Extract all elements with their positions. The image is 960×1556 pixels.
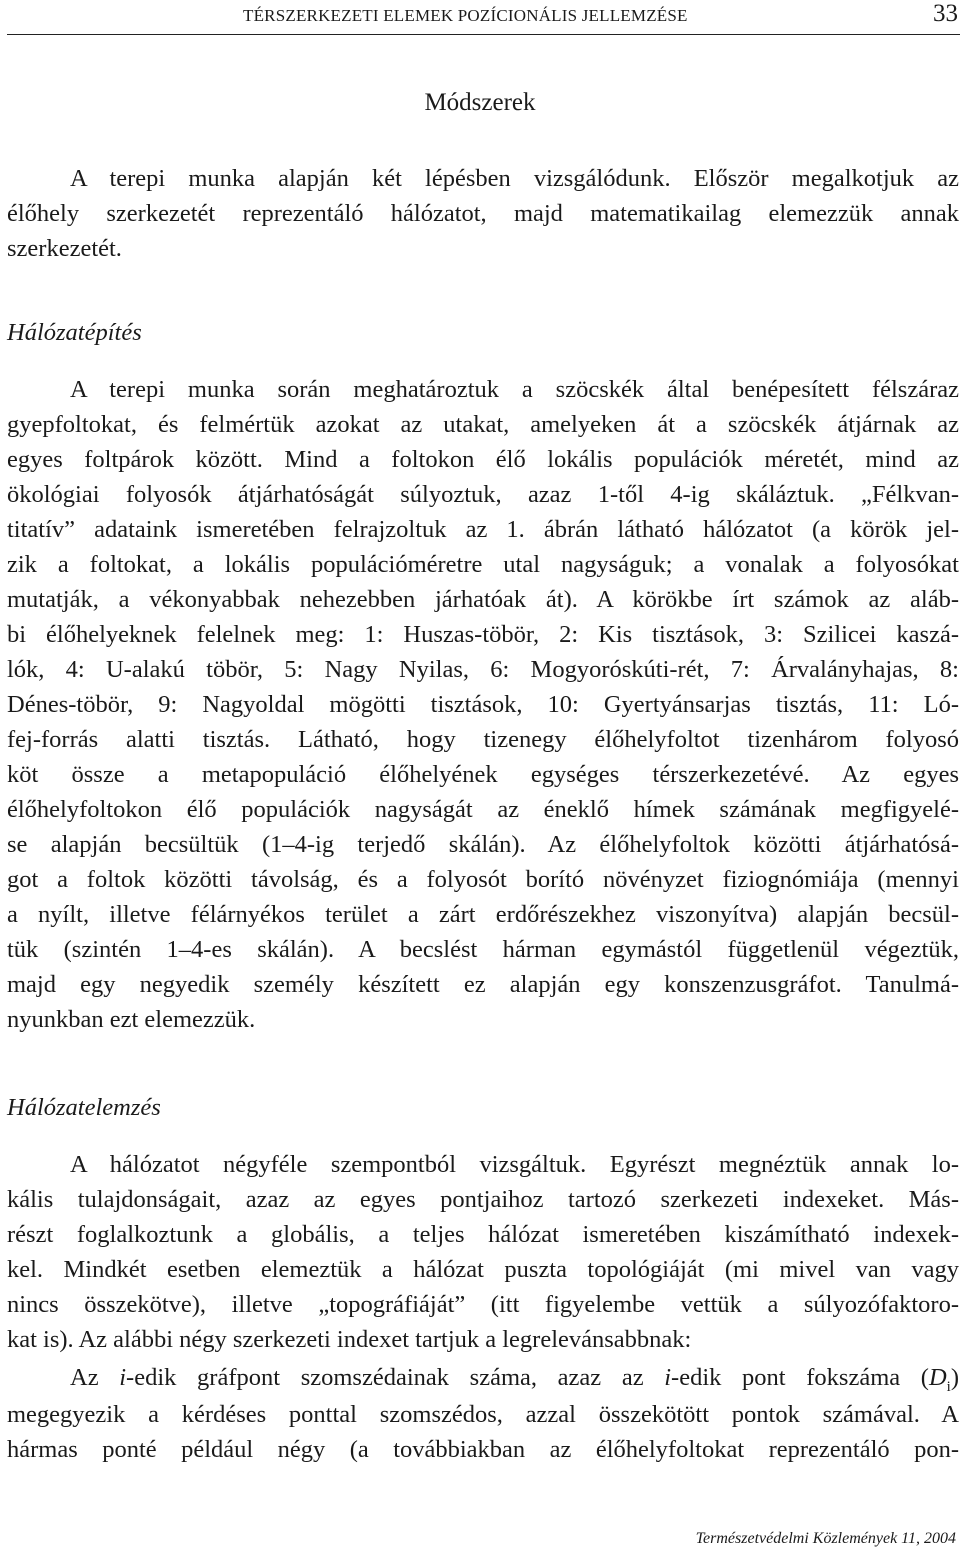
paragraph-line: Dénes-töbör, 9: Nagyoldal mögötti tisztások, 10: Gyertyánsarjas tisztás, 11: Ló- <box>7 691 959 718</box>
paragraph-line: A terepi munka alapján két lépésben vizsgálódunk. Először megalkotjuk az <box>70 165 959 192</box>
paragraph-line: nincs összekötve), illetve „topográfiáját” (itt figyelembe vettük a súlyozófaktoro- <box>7 1291 959 1318</box>
paragraph-line: nyunkban ezt elemezzük. <box>7 1006 256 1033</box>
paragraph-line: mutatják, a vékonyabbak nehezebben járhatóak át). A körökbe írt számok az aláb- <box>7 586 959 613</box>
paragraph-line: megegyezik a kérdéses ponttal szomszédos, azzal összekötött pontok számával. A <box>7 1401 959 1428</box>
paragraph-line: bi élőhelyeknek felelnek meg: 1: Huszas-töbör, 2: Kis tisztások, 3: Szilicei kaszá- <box>7 621 959 648</box>
running-title: TÉRSZERKEZETI ELEMEK POZÍCIONÁLIS JELLEMZÉSE <box>243 6 688 25</box>
paragraph-line: lók, 4: U-alakú töbör, 5: Nagy Nyilas, 6: Mogyoróskúti-rét, 7: Árvalányhajas, 8: <box>7 656 959 683</box>
degree-subscript: i <box>946 1378 951 1395</box>
subsection-title: Hálózatelemzés <box>7 1094 161 1121</box>
paragraph-line: se alapján becsültük (1–4-ig terjedő skálán). Az élőhelyfoltok közötti átjárhatósá- <box>7 831 959 858</box>
page-number: 33 <box>933 0 958 27</box>
paragraph-line: részt foglalkoztunk a globális, a teljes hálózat ismeretében kiszámítható indexek- <box>7 1221 959 1248</box>
paragraph-line: élőhelyfoltokon élő populációk nagyságát az éneklő hímek számának megfigyelé- <box>7 796 959 823</box>
variable-i: i <box>119 1364 127 1391</box>
text-run: ) <box>950 1364 959 1391</box>
paragraph-line: kat is). Az alábbi négy szerkezeti indexet tartjuk a legrelevánsabbnak: <box>7 1326 692 1353</box>
paragraph-line: kel. Mindkét esetben elemeztük a hálózat puszta topológiáját (mi mivel van vagy <box>7 1256 959 1283</box>
subsection-title: Hálózatépítés <box>7 319 142 346</box>
paragraph-line: egyes foltpárok között. Mind a foltokon élő lokális populációk méretét, mind az <box>7 446 959 473</box>
variable-i: i <box>664 1364 672 1391</box>
running-header <box>7 0 960 35</box>
paragraph-line: tük (szintén 1–4-es skálán). A becslést hárman egymástól függetlenül végeztük, <box>7 936 959 963</box>
degree-symbol: D <box>928 1364 947 1391</box>
text-run: -edik gráfpont szomszédainak száma, azaz az <box>126 1364 665 1391</box>
paragraph-line: kális tulajdonságait, azaz az egyes pontjaihoz tartozó szerkezeti indexeket. Más- <box>7 1186 959 1213</box>
text-run: Az <box>70 1364 120 1391</box>
paragraph-line: A hálózatot négyféle szempontból vizsgáltuk. Egyrészt megnéztük annak lo- <box>70 1151 959 1178</box>
paragraph-line: majd egy negyedik személy készített ez alapján egy konszenzusgráfot. Tanulmá- <box>7 971 959 998</box>
section-title: Módszerek <box>424 89 536 116</box>
paragraph-line: fej-forrás alatti tisztás. Látható, hogy tizenegy élőhelyfoltot tizenhárom folyosó <box>7 726 959 753</box>
paragraph-line: A terepi munka során meghatároztuk a szöcskék által benépesített félszáraz <box>70 376 959 403</box>
paragraph-line: got a foltok közötti távolság, és a folyosót borító növényzet fiziognómiája (mennyi <box>7 866 959 893</box>
paragraph-line: titatív” adataink ismeretében felrajzoltuk az 1. ábrán látható hálózatot (a körök jel- <box>7 516 959 543</box>
paragraph-line: köt össze a metapopuláció élőhelyének egységes térszerkezetévé. Az egyes <box>7 761 959 788</box>
paragraph-line: a nyílt, illetve félárnyékos terület a zárt erdőrészekhez viszonyítva) alapján becsül- <box>7 901 959 928</box>
paragraph-line: hármas ponté például négy (a továbbiakban az élőhelyfoltokat reprezentáló pon- <box>7 1436 959 1463</box>
journal-footer: Természetvédelmi Közlemények 11, 2004 <box>695 1530 956 1547</box>
paragraph-line: gyepfoltokat, és felmértük azokat az utakat, amelyeken át a szöcskék átjárnak az <box>7 411 959 438</box>
paragraph-line: ökológiai folyosók átjárhatóságát súlyoztuk, azaz 1-től 4-ig skáláztuk. „Félkvan- <box>7 481 959 508</box>
paragraph-line: zik a foltokat, a lokális populációméretre utal nagyságuk; a vonalak a folyosókat <box>7 551 959 578</box>
text-run: -edik pont fokszáma ( <box>671 1364 929 1391</box>
degree-definition-line <box>70 1361 959 1395</box>
paragraph-line: szerkezetét. <box>7 235 122 262</box>
paragraph-line: élőhely szerkezetét reprezentáló hálózatot, majd matematikailag elemezzük annak <box>7 200 959 227</box>
